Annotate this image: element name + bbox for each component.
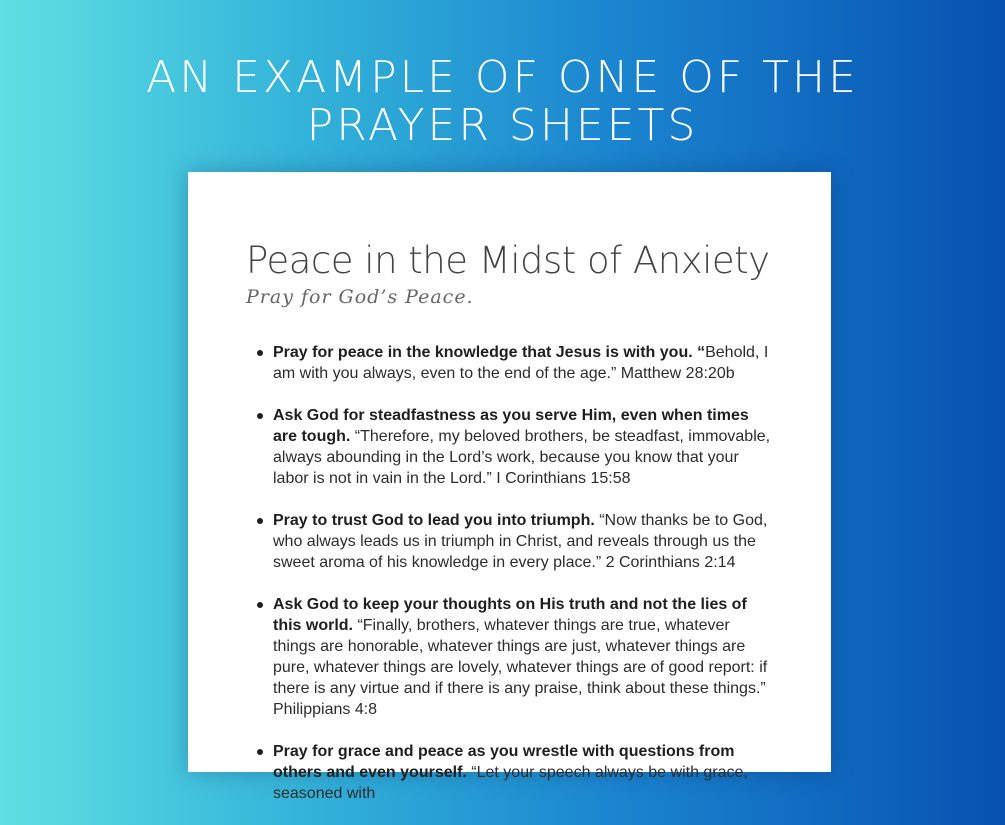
prayer-point-text: Behold, I am with you always, even to the end of the age.” Matthew 28:20b xyxy=(273,344,769,382)
bullet-icon xyxy=(257,749,263,755)
prayer-point-text: “Therefore, my beloved brothers, be steadfast, immovable, always abounding in the Lord’s work, because you know that your labor is not in vain in the Lord.” I Corinthians 15:58 xyxy=(273,428,771,487)
prayer-point-text: “Now thanks be to God, who always leads us in triumph in Christ, and reveals through us the sweet aroma of his knowledge in every place.” 2 Corinthians 2:14 xyxy=(273,512,768,571)
prayer-point-lead: Pray for peace in the knowledge that Jesus is with you. “ xyxy=(273,344,706,361)
headline-line-1: AN EXAMPLE OF ONE OF THE xyxy=(146,52,859,103)
prayer-point xyxy=(246,594,776,720)
prayer-point xyxy=(246,405,776,489)
prayer-point-lead: Pray for grace and peace as you wrestle with questions from others and even yourself. xyxy=(273,743,735,781)
prayer-point xyxy=(246,342,776,384)
prayer-points-list xyxy=(246,342,776,825)
bullet-icon xyxy=(257,518,263,524)
headline-line-2: PRAYER SHEETS xyxy=(306,100,699,151)
prayer-point-text: “Let your speech always be with grace, seasoned with xyxy=(273,764,748,802)
sheet-title: Peace in the Midst of Anxiety xyxy=(246,239,770,282)
bullet-icon xyxy=(257,602,263,608)
prayer-point-lead: Ask God for steadfastness as you serve Him, even when times are tough. xyxy=(273,407,749,445)
bullet-icon xyxy=(257,350,263,356)
prayer-point xyxy=(246,741,776,804)
prayer-point-lead: Ask God to keep your thoughts on His truth and not the lies of this world. xyxy=(273,596,747,634)
prayer-point-lead: Pray to trust God to lead you into triumph. xyxy=(273,512,595,529)
page-headline xyxy=(0,54,1005,150)
sheet-subtitle: Pray for God’s Peace. xyxy=(246,286,474,308)
bullet-icon xyxy=(257,413,263,419)
prayer-point-text: “Finally, brothers, whatever things are true, whatever things are honorable, whatever things are just, whatever things are pure, whatever things are lovely, whatever things are of good report: if there is any virtue and if there is any praise, think about these things.” Philippians 4:8 xyxy=(273,617,768,718)
prayer-sheet xyxy=(188,172,831,802)
prayer-point xyxy=(246,510,776,573)
